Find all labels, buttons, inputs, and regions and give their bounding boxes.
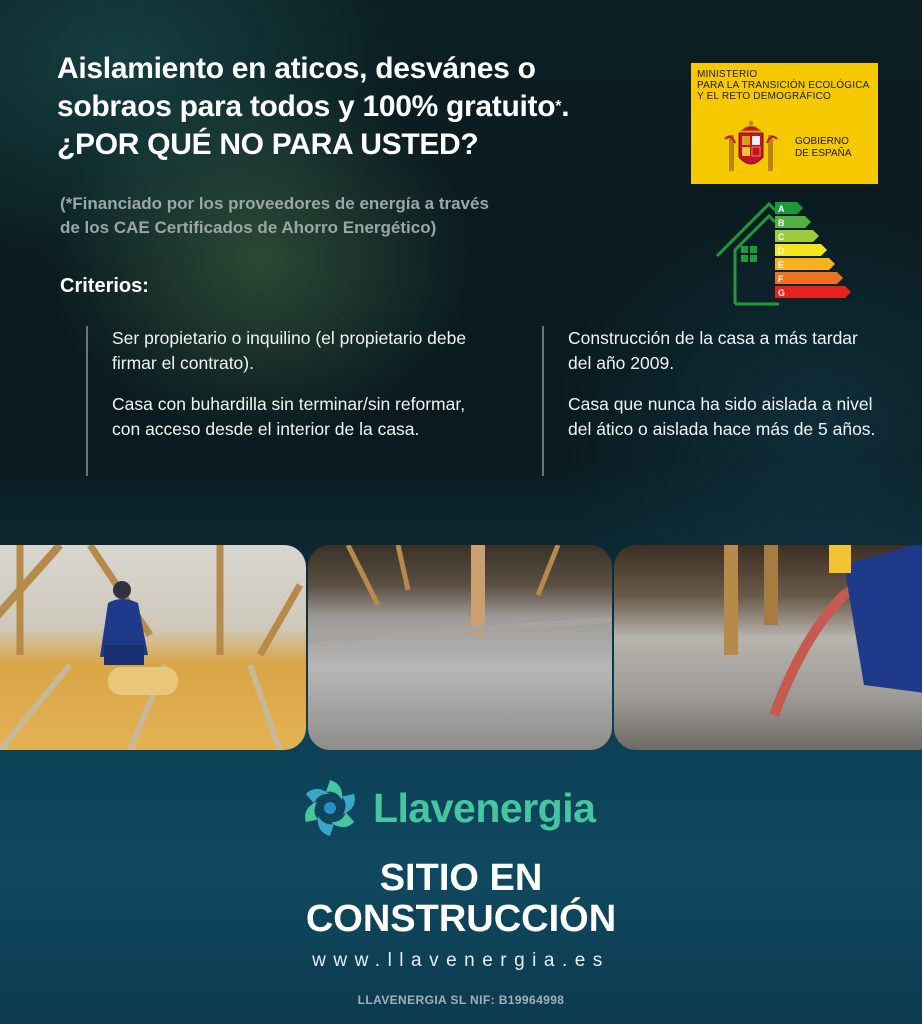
government-line-1: GOBIERNO [795, 136, 849, 147]
photo-blown-insulation [308, 545, 612, 750]
coat-of-arms-icon [721, 119, 781, 177]
photo-worker-spraying-insulation [614, 545, 922, 750]
brand-logo [299, 775, 629, 841]
ministry-emblem-row [721, 119, 852, 177]
criteria-column-left [86, 326, 481, 476]
energy-class-d: D [778, 246, 785, 256]
ministry-title-line-3: Y EL RETO DEMOGRÁFICO [697, 91, 832, 102]
energy-class-g: G [778, 288, 786, 298]
headline-line-2-period: . [561, 90, 570, 123]
government-line-2: DE ESPAÑA [795, 148, 852, 159]
ministry-badge [691, 63, 878, 184]
criteria-item: Casa con buhardilla sin terminar/sin reformar, con acceso desde el interior de la casa. [112, 394, 466, 439]
page-headline [57, 50, 657, 164]
criteria-item: Construcción de la casa a más tardar del año 2009. [568, 328, 858, 373]
criteria-heading: Criterios: [60, 275, 149, 297]
brand-name: Llavenergia [373, 784, 596, 831]
energy-class-b: B [778, 218, 785, 228]
headline-line-1: Aislamiento en aticos, desvánes o [57, 52, 536, 85]
photo-strip [0, 545, 922, 750]
photo-worker-rolling-insulation [0, 545, 306, 750]
energy-class-a: A [778, 204, 785, 214]
headline-line-2 [57, 88, 657, 126]
funding-note-line-2: de los CAE Certificados de Ahorro Energético) [60, 218, 437, 237]
ministry-title [697, 69, 872, 102]
under-construction-notice [0, 858, 922, 940]
ministry-title-line-2: PARA LA TRANSICIÓN ECOLÓGICA [697, 80, 870, 91]
website-link[interactable]: www.llavenergia.es [312, 950, 610, 971]
energy-rating-house-icon [713, 198, 863, 313]
government-label [795, 136, 852, 160]
ministry-title-line-1: MINISTERIO [697, 69, 758, 80]
funding-note-line-1: (*Financiado por los proveedores de energía a través [60, 194, 489, 213]
criteria-item: Casa que nunca ha sido aislada a nivel del ático o aislada hace más de 5 años. [568, 394, 876, 439]
energy-class-f: F [778, 274, 784, 284]
headline-line-3: ¿POR QUÉ NO PARA USTED? [57, 128, 479, 161]
criteria-column-right [542, 326, 882, 476]
footnote-star: * [555, 98, 562, 115]
criteria-item: Ser propietario o inquilino (el propietario debe firmar el contrato). [112, 328, 467, 373]
construction-line-2: CONSTRUCCIÓN [305, 898, 617, 940]
construction-line-1: SITIO EN [379, 857, 543, 899]
company-footer: LLAVENERGIA SL NIF: B19964998 [357, 993, 565, 1007]
energy-class-e: E [778, 260, 785, 270]
llavenergia-swirl-icon [299, 777, 361, 839]
energy-class-c: C [778, 232, 785, 242]
funding-note [60, 192, 640, 240]
headline-line-2-text: sobraos para todos y 100% gratuito [57, 90, 556, 123]
